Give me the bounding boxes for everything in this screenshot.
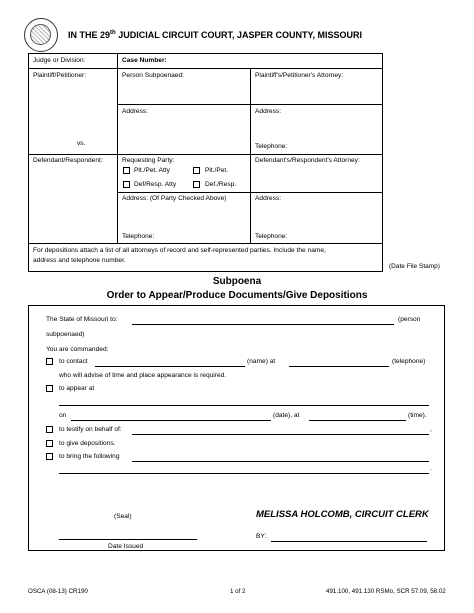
document-title: Subpoena [212, 276, 262, 287]
plaintiff-attorney-label: Plaintiff's/Petitioner's Attorney: [255, 72, 344, 79]
date-at-label: (date), at [273, 412, 300, 419]
defendant-label: Defendant/Respondent: [33, 157, 103, 164]
person-subpoenaed-field[interactable] [132, 324, 394, 325]
plaintiff-label: Plaintiff/Petitioner: [33, 72, 87, 79]
time-label: (time). [408, 412, 427, 419]
clerk-signature-field[interactable] [271, 541, 427, 542]
plt-pet-checkbox[interactable] [193, 167, 200, 174]
party-address-label: Address: (Of Party Checked Above) [122, 195, 227, 202]
testify-party-field[interactable] [132, 434, 429, 435]
testify-comma: , [430, 426, 432, 433]
date-issued-field[interactable] [59, 539, 197, 540]
contact-label: to contact [59, 358, 88, 365]
subpoena-body [28, 305, 445, 551]
def-atty-label: Def/Resp. Atty [134, 181, 177, 188]
commanded-label: You are commanded: [46, 346, 109, 353]
on-label: on [59, 412, 67, 419]
bring-period: . [430, 465, 432, 472]
plaintiff-attorney-address-label: Address: [255, 108, 282, 115]
plt-atty-checkbox[interactable] [123, 167, 130, 174]
def-resp-label: Def./Resp. [205, 181, 237, 188]
depositions-note-line1: For depositions attach a list of all attorneys of record and self-represented parties. Include the name, [33, 247, 326, 254]
appear-date-field[interactable] [71, 420, 271, 421]
defendant-attorney-address-label: Address: [255, 195, 282, 202]
date-file-stamp-label: (Date File Stamp) [389, 263, 440, 270]
subpoenaed-label: subpoenaed) [46, 331, 85, 338]
date-issued-label: Date Issued [108, 543, 144, 550]
circuit-clerk-name: MELISSA HOLCOMB, CIRCUIT CLERK [256, 509, 429, 520]
bring-checkbox[interactable] [46, 453, 53, 460]
seal-label: (Seal) [114, 513, 132, 520]
appear-time-field[interactable] [309, 420, 406, 421]
depositions-note-line2: address and telephone number. [33, 257, 126, 264]
judge-division-label: Judge or Division: [33, 57, 86, 64]
telephone-paren-label: (telephone) [392, 358, 426, 365]
bring-items-field[interactable] [132, 461, 429, 462]
appear-checkbox[interactable] [46, 385, 53, 392]
depositions-checkbox[interactable] [46, 440, 53, 447]
appear-label: to appear at [59, 385, 95, 392]
statute-reference: 491.100, 491.130 RSMo, SCR 57.09, 58.02 [326, 588, 446, 595]
vs-label: vs. [77, 140, 86, 147]
plaintiff-attorney-telephone-label: Telephone: [255, 143, 288, 150]
court-title: IN THE 29th JUDICIAL CIRCUIT COURT, JASPER COUNTY, MISSOURI [68, 30, 363, 40]
plt-pet-label: Plt./Pet. [205, 167, 229, 174]
requesting-party-label: Requesting Party: [122, 157, 175, 164]
case-caption-table [28, 53, 383, 272]
contact-name-field[interactable] [95, 366, 245, 367]
subpoenaed-address-label: Address: [122, 108, 149, 115]
advise-text: who will advise of time and place appearance is required. [59, 372, 227, 379]
document-subtitle: Order to Appear/Produce Documents/Give Depositions [106, 290, 368, 301]
by-label: BY: [256, 533, 267, 540]
plt-atty-label: Plt./Pet. Atty [134, 167, 170, 174]
person-label: (person [398, 316, 421, 323]
defendant-attorney-telephone-label: Telephone: [255, 233, 288, 240]
appear-location-field[interactable] [59, 405, 429, 406]
party-telephone-label: Telephone: [122, 233, 155, 240]
def-atty-checkbox[interactable] [123, 181, 130, 188]
page-number: 1 of 2 [230, 588, 246, 595]
contact-telephone-field[interactable] [289, 366, 389, 367]
depositions-label: to give depositions. [59, 440, 116, 447]
court-seal-icon [24, 18, 58, 52]
case-number-label: Case Number: [122, 57, 167, 64]
bring-label: to bring the following [59, 453, 120, 460]
testify-label: to testify on behalf of: [59, 426, 122, 433]
contact-checkbox[interactable] [46, 358, 53, 365]
name-at-label: (name) at [247, 358, 276, 365]
def-resp-checkbox[interactable] [193, 181, 200, 188]
state-to-label: The State of Missouri to: [46, 316, 118, 323]
form-id: OSCA (08-13) CR190 [28, 588, 88, 595]
person-subpoenaed-label: Person Subpoenaed: [122, 72, 184, 79]
bring-items-field-2[interactable] [59, 473, 429, 474]
testify-checkbox[interactable] [46, 426, 53, 433]
defendant-attorney-label: Defendant's/Respondent's Attorney: [255, 157, 360, 164]
